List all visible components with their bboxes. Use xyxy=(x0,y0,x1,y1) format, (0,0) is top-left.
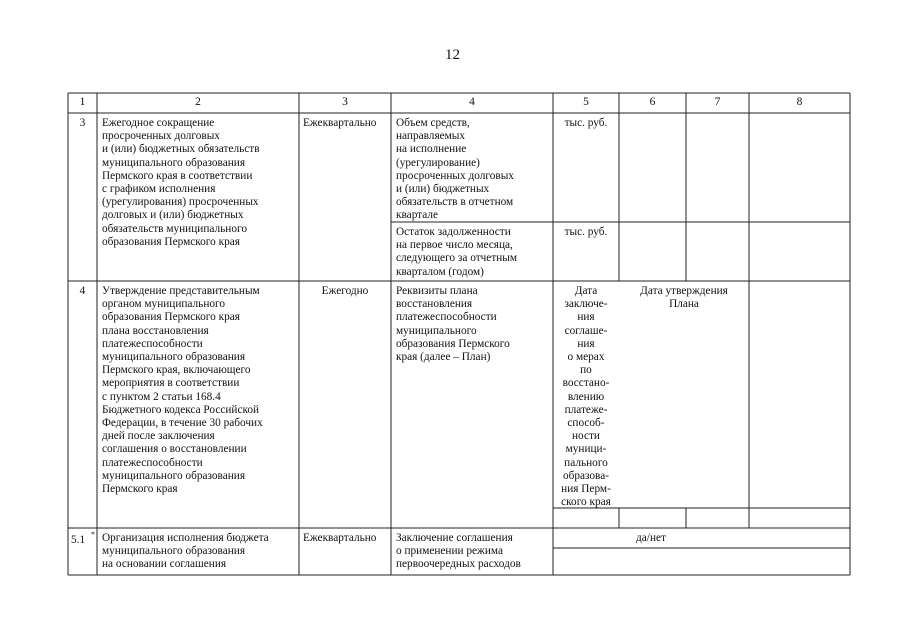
row4-number: 4 xyxy=(79,285,86,297)
row51-number: 5.1 xyxy=(71,534,86,546)
row3-indicator-volume: Объем средств, направляемых на исполнение (урегулирование) просроченных долговых и (или) бюджетных обязательств в отчетном квартале xyxy=(396,117,514,222)
row3-number: 3 xyxy=(79,117,86,129)
row3-description: Ежегодное сокращение просроченных долговых и (или) бюджетных обязательств муниципального образования Пермского края в соответствии с графиком исполнения (урегулирования) просроченных долговых и (или) бюджетных обязательств муниципального образования Пермского края xyxy=(102,117,260,248)
row51-description: Организация исполнения бюджета муниципального образования на основании соглашения xyxy=(102,532,269,571)
row3-indicator-debt: Остаток задолженности на первое число месяца, следующего за отчетным кварталом (годом) xyxy=(396,226,518,278)
header-col-7: 7 xyxy=(714,96,721,108)
row51-indicator: Заключение соглашения о применении режима первоочередных расходов xyxy=(396,532,521,571)
row51-yes-no: да/нет xyxy=(636,532,666,544)
row4-plan-approval-date: Дата утверждения Плана xyxy=(640,285,728,311)
page-number: 12 xyxy=(445,47,460,63)
header-col-3: 3 xyxy=(342,96,348,108)
header-col-6: 6 xyxy=(649,96,656,108)
header-col-5: 5 xyxy=(583,96,589,108)
row4-frequency: Ежегодно xyxy=(321,285,369,297)
row4-description: Утверждение представительным органом муниципального образования Пермского края плана восстановления платежеспособности муниципального образования Пермского края, включающего мероприятия в соответствии с пунктом 2 статьи 168.4 Бюджетного кодекса Российской Федерации, в течение 30 рабочих дней после заключения соглашения о восстановлении платежеспособности муниципального образования Пермского края xyxy=(102,285,263,496)
header-col-1: 1 xyxy=(79,96,86,108)
header-col-2: 2 xyxy=(195,96,201,108)
header-col-8: 8 xyxy=(796,96,803,108)
header-col-4: 4 xyxy=(469,96,475,108)
row3-unit-debt: тыс. руб. xyxy=(564,226,608,238)
row3-unit-volume: тыс. руб. xyxy=(564,117,608,129)
row4-indicator: Реквизиты плана восстановления платежеспособности муниципального образования Пермского края (далее – План) xyxy=(396,285,510,364)
row51-footnote-marker: * xyxy=(91,530,95,539)
row4-agreement-date: Дата заключе- ния соглаше- ния о мерах по восстано- влению платеже- способ- ности муници- пального образова- ния Перм- ского края xyxy=(561,285,611,509)
row51-frequency: Ежеквартально xyxy=(303,532,377,544)
row3-frequency: Ежеквартально xyxy=(303,117,377,129)
